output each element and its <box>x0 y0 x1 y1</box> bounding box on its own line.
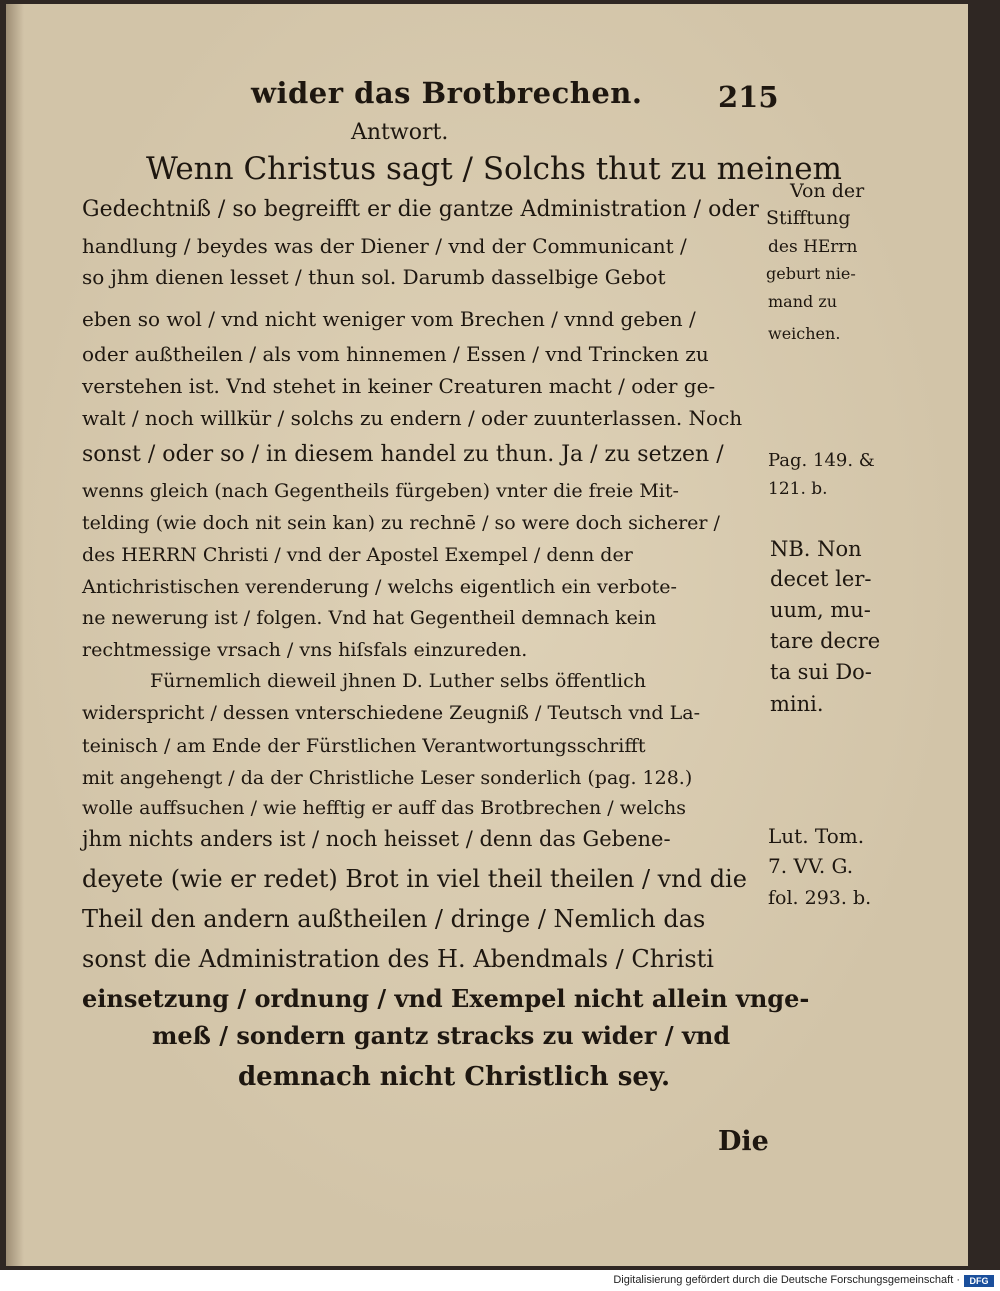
body-line: wenns gleich (nach Gegentheils fürgeben) vnter die freie Mit- <box>82 480 679 502</box>
body-line: oder außtheilen / als vom hinnemen / Essen / vnd Trincken zu <box>82 342 709 366</box>
body-line: telding (wie doch nit sein kan) zu rechnē / so were doch sicherer / <box>82 512 720 534</box>
body-line: Fürnemlich dieweil jhnen D. Luther selbs öffentlich <box>150 670 646 692</box>
body-line: wolle auffsuchen / wie hefftig er auff das Brotbrechen / welchs <box>82 797 686 819</box>
body-line: ne newerung ist / folgen. Vnd hat Gegentheil demnach kein <box>82 607 657 629</box>
body-line: widerspricht / dessen vnterschiedene Zeugniß / Teutsch vnd La- <box>82 702 700 724</box>
margin-note: decet ler- <box>770 567 872 591</box>
body-line: walt / noch willkür / solchs zu endern / oder zuunterlassen. Noch <box>82 406 743 430</box>
body-line: Wenn Christus sagt / Solchs thut zu meinem <box>146 151 842 187</box>
margin-note: Von der <box>790 180 865 202</box>
body-line: deyete (wie er redet) Brot in viel theil theilen / vnd die <box>82 865 747 893</box>
margin-note: Lut. Tom. <box>768 824 865 848</box>
body-line: meß / sondern gantz stracks zu wider / vnd <box>152 1021 731 1050</box>
body-line: des HERRN Christi / vnd der Apostel Exempel / denn der <box>82 544 633 566</box>
body-line: so jhm dienen lesset / thun sol. Darumb dasselbige Gebot <box>82 265 666 289</box>
running-header: wider das Brotbrechen. <box>251 76 643 110</box>
margin-note: fol. 293. b. <box>768 887 872 909</box>
margin-note: geburt nie- <box>766 264 856 283</box>
section-heading: Antwort. <box>351 120 449 145</box>
body-line: sonst die Administration des H. Abendmals / Christi <box>82 945 714 973</box>
margin-note: mini. <box>770 692 824 716</box>
margin-note: des HErrn <box>768 237 858 257</box>
body-line: eben so wol / vnd nicht weniger vom Brechen / vnnd geben / <box>82 307 696 331</box>
body-line: teinisch / am Ende der Fürstlichen Verantwortungsschrifft <box>82 735 646 757</box>
body-line: verstehen ist. Vnd stehet in keiner Creaturen macht / oder ge- <box>82 374 716 398</box>
margin-note: weichen. <box>768 324 841 343</box>
margin-note: 121. b. <box>768 479 828 499</box>
footer-credit: Digitalisierung gefördert durch die Deutsche Forschungsgemeinschaft · <box>613 1274 960 1286</box>
body-line: rechtmessige vrsach / vns hiſsfals einzureden. <box>82 639 528 661</box>
body-line: demnach nicht Christlich sey. <box>238 1062 671 1092</box>
margin-note: mand zu <box>768 292 838 311</box>
body-line: mit angehengt / da der Christliche Leser sonderlich (pag. 128.) <box>82 767 693 789</box>
margin-note: uum, mu- <box>770 598 871 622</box>
body-line: Theil den andern außtheilen / dringe / Nemlich das <box>82 905 706 933</box>
margin-note: Stifftung <box>766 207 851 229</box>
margin-note: tare decre <box>770 629 881 653</box>
digitization-footer <box>0 1272 1000 1291</box>
dfg-logo: DFG <box>964 1275 994 1287</box>
margin-note: 7. VV. G. <box>768 854 854 878</box>
body-line: jhm nichts anders ist / noch heisset / denn das Gebene- <box>82 827 671 851</box>
catchword: Die <box>718 1126 769 1157</box>
body-line: handlung / beydes was der Diener / vnd der Communicant / <box>82 234 687 258</box>
document-page <box>6 4 968 1266</box>
margin-note: ta sui Do- <box>770 660 872 684</box>
margin-note: NB. Non <box>770 537 862 561</box>
body-line: Antichristischen verenderung / welchs eigentlich ein verbote- <box>82 576 677 598</box>
body-line: Gedechtniß / so begreifft er die gantze Administration / oder <box>82 197 759 222</box>
margin-note: Pag. 149. & <box>768 450 875 471</box>
body-line: sonst / oder so / in diesem handel zu thun. Ja / zu setzen / <box>82 442 724 467</box>
body-line: einsetzung / ordnung / vnd Exempel nicht allein vnge- <box>82 984 810 1013</box>
page-number: 215 <box>718 80 779 114</box>
